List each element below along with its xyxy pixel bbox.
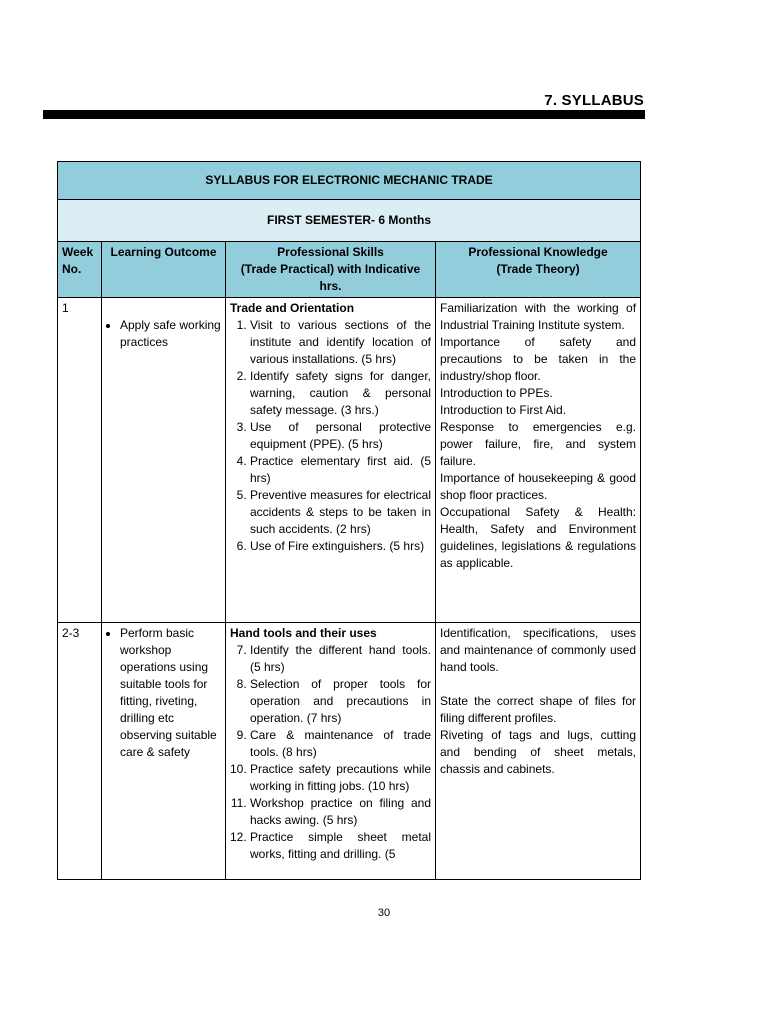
knowledge-item: Importance of safety and precautions to be taken in the industry/shop floor. <box>440 335 637 383</box>
heading-rule <box>43 111 645 119</box>
knowledge-item: Importance of housekeeping & good shop floor practices. <box>440 471 637 502</box>
skills-section-title: Trade and Orientation <box>230 301 355 315</box>
professional-knowledge-cell <box>436 623 641 880</box>
learning-outcome-item: • Apply safe working practices <box>120 317 221 351</box>
learning-outcome-item: • Perform basic workshop operations using suitable tools for fitting, riveting, drilling etc observing suitable care & safety <box>120 625 221 761</box>
knowledge-item: Familiarization with the working of Industrial Training Institute system. <box>440 301 637 332</box>
skill-item: 11. Workshop practice on filing and hacks awing. (5 hrs) <box>250 795 431 829</box>
skills-section-title: Hand tools and their uses <box>230 626 377 640</box>
skill-item: 3. Use of personal protective equipment (PPE). (5 hrs) <box>250 419 431 453</box>
skill-item: 8. Selection of proper tools for operation and precautions in operation. (7 hrs) <box>250 676 431 727</box>
knowledge-item: Response to emergencies e.g. power failure, fire, and system failure. <box>440 420 637 468</box>
knowledge-item: Introduction to PPEs. <box>440 386 553 400</box>
table-row <box>58 298 641 623</box>
knowledge-item: Riveting of tags and lugs, cutting and bending of sheet metals, chassis and cabinets. <box>440 728 637 776</box>
table-row <box>58 623 641 880</box>
header-knowledge-line1: Professional Knowledge <box>468 245 608 259</box>
skill-item: 2. Identify safety signs for danger, warning, caution & personal safety message. (3 hrs.) <box>250 368 431 419</box>
page-number: 30 <box>377 907 391 919</box>
knowledge-item: Introduction to First Aid. <box>440 403 567 417</box>
skill-item: 6. Use of Fire extinguishers. (5 hrs) <box>250 538 431 555</box>
syllabus-table <box>57 161 641 880</box>
header-professional-skills <box>226 242 436 298</box>
header-week: Week No. <box>58 242 102 298</box>
skill-item: 10. Practice safety precautions while working in fitting jobs. (10 hrs) <box>250 761 431 795</box>
learning-outcome-cell <box>102 623 226 880</box>
header-knowledge-line2: (Trade Theory) <box>496 262 580 276</box>
knowledge-item: State the correct shape of files for filing different profiles. <box>440 694 637 725</box>
skill-item: 1. Visit to various sections of the institute and identify location of various installations. (5 hrs) <box>250 317 431 368</box>
table-title: SYLLABUS FOR ELECTRONIC MECHANIC TRADE <box>58 162 641 200</box>
table-header-row <box>58 242 641 298</box>
professional-knowledge-cell <box>436 298 641 623</box>
header-skills-line1: Professional Skills <box>277 245 384 259</box>
week-cell: 1 <box>58 298 102 623</box>
skills-list <box>230 317 431 555</box>
skill-item: 7. Identify the different hand tools. (5 hrs) <box>250 642 431 676</box>
header-skills-line2: (Trade Practical) with Indicative hrs. <box>240 262 421 293</box>
header-professional-knowledge <box>436 242 641 298</box>
knowledge-item: Identification, specifications, uses and maintenance of commonly used hand tools. <box>440 626 637 674</box>
professional-skills-cell <box>226 623 436 880</box>
header-learning-outcome: Learning Outcome <box>102 242 226 298</box>
skills-list <box>230 642 431 863</box>
semester-banner: FIRST SEMESTER- 6 Months <box>58 200 641 242</box>
skill-item: 12. Practice simple sheet metal works, fitting and drilling. (5 <box>250 829 431 863</box>
learning-outcome-cell <box>102 298 226 623</box>
page-heading: 7. SYLLABUS <box>544 92 644 109</box>
skill-item: 4. Practice elementary first aid. (5 hrs) <box>250 453 431 487</box>
knowledge-item: Occupational Safety & Health: Health, Safety and Environment guidelines, legislations & regulations as applicable. <box>440 505 637 570</box>
knowledge-spacer <box>440 676 636 693</box>
professional-skills-cell <box>226 298 436 623</box>
week-cell: 2-3 <box>58 623 102 880</box>
skill-item: 5. Preventive measures for electrical accidents & steps to be taken in such accidents. (2 hrs) <box>250 487 431 538</box>
skill-item: 9. Care & maintenance of trade tools. (8 hrs) <box>250 727 431 761</box>
